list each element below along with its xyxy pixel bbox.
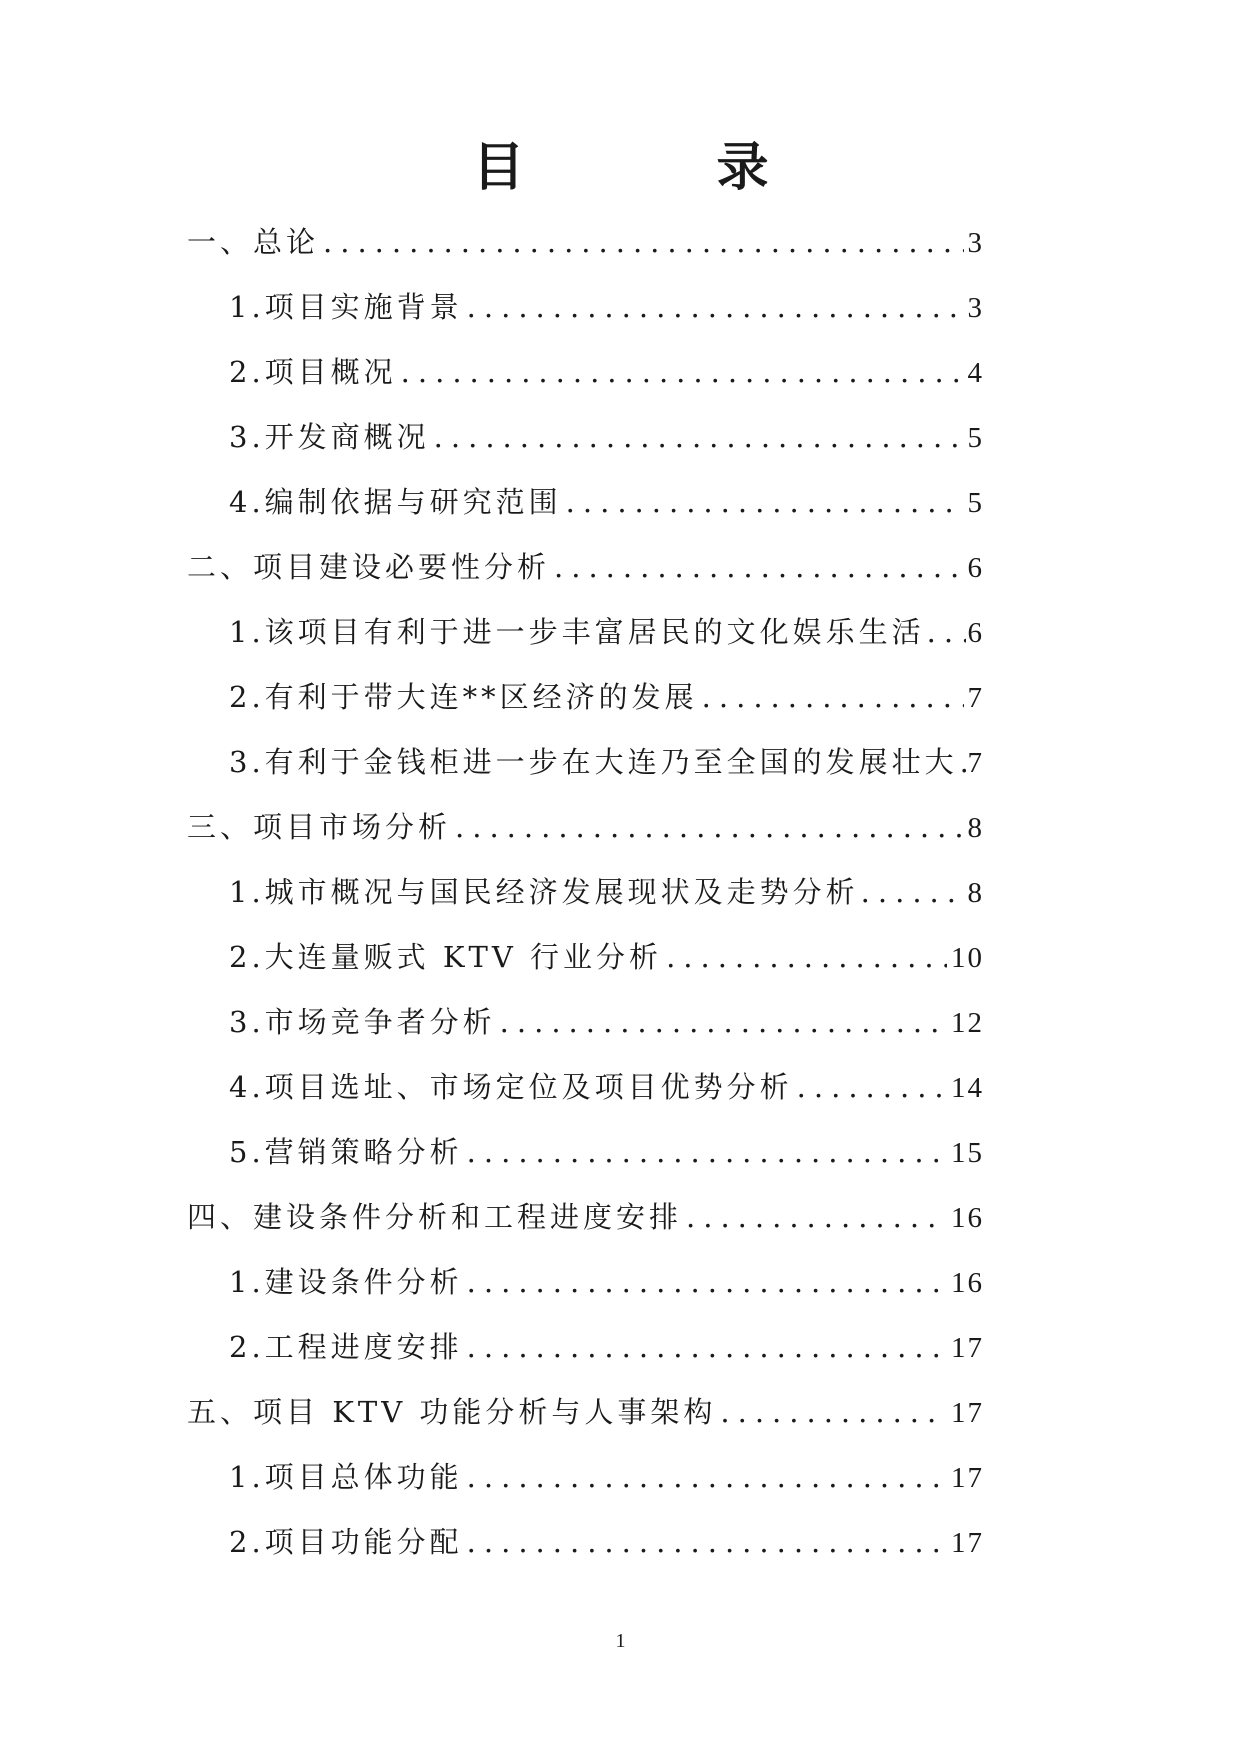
toc-entry-page: 17 [951, 1462, 984, 1494]
toc-entry[interactable] [187, 1260, 984, 1325]
dot-leader [467, 1525, 947, 1559]
toc-entry-label: 5.营销策略分析 [229, 1135, 463, 1169]
toc-entry-page: 17 [951, 1397, 984, 1429]
dot-leader [566, 485, 964, 519]
toc-entry-page: 6 [967, 552, 984, 584]
toc-entry-page: 6 [967, 617, 984, 649]
toc-entry-label: 四、建设条件分析和工程进度安排 [187, 1200, 683, 1234]
toc-entry[interactable] [187, 935, 984, 1000]
toc-entry-label: 2.有利于带大连**区经济的发展 [229, 680, 698, 714]
toc-entry[interactable] [187, 1000, 984, 1065]
dot-leader [686, 1200, 947, 1234]
dot-leader [323, 225, 963, 259]
dot-leader [500, 1005, 947, 1039]
dot-leader [797, 1070, 947, 1104]
toc-entry[interactable] [187, 480, 984, 545]
toc-entry-label: 4.编制依据与研究范围 [229, 485, 562, 519]
dot-leader [960, 745, 966, 779]
toc-entry[interactable] [187, 1325, 984, 1390]
toc-entry-label: 五、项目 KTV 功能分析与人事架构 [187, 1395, 717, 1429]
toc-entry-label: 1.项目总体功能 [229, 1460, 463, 1494]
dot-leader [467, 1460, 947, 1494]
dot-leader [861, 875, 966, 909]
toc-entry-page: 3 [967, 227, 984, 259]
toc-entry-page: 17 [951, 1527, 984, 1559]
toc-entry-label: 三、项目市场分析 [187, 810, 452, 844]
toc-entry-page: 8 [967, 877, 984, 909]
toc-entry[interactable] [187, 545, 984, 610]
dot-leader [467, 1135, 947, 1169]
dot-leader [455, 810, 963, 844]
toc-entry-label: 4.项目选址、市场定位及项目优势分析 [229, 1070, 793, 1104]
toc-entry[interactable] [187, 1455, 984, 1520]
toc-entry-page: 14 [951, 1072, 984, 1104]
table-of-contents [187, 220, 984, 1585]
toc-entry-page: 5 [967, 487, 984, 519]
dot-leader [467, 290, 964, 324]
toc-entry[interactable] [187, 350, 984, 415]
toc-entry-label: 3.开发商概况 [229, 420, 430, 454]
toc-entry-page: 16 [951, 1202, 984, 1234]
toc-entry-label: 1.建设条件分析 [229, 1265, 463, 1299]
toc-entry-page: 5 [967, 422, 984, 454]
toc-entry[interactable] [187, 1065, 984, 1130]
toc-entry[interactable] [187, 610, 984, 675]
toc-entry-label: 二、项目建设必要性分析 [187, 550, 551, 584]
toc-entry-page: 16 [951, 1267, 984, 1299]
toc-entry[interactable] [187, 1195, 984, 1260]
dot-leader [401, 355, 964, 389]
toc-entry-page: 8 [967, 812, 984, 844]
dot-leader [666, 940, 947, 974]
toc-entry-page: 12 [951, 1007, 984, 1039]
toc-entry[interactable] [187, 1390, 984, 1455]
toc-entry-label: 一、总论 [187, 225, 320, 259]
toc-entry[interactable] [187, 675, 984, 740]
toc-entry-label: 2.项目功能分配 [229, 1525, 463, 1559]
toc-entry-label: 2.项目概况 [229, 355, 397, 389]
toc-entry-label: 2.工程进度安排 [229, 1330, 463, 1364]
toc-entry[interactable] [187, 1520, 984, 1585]
toc-title: 目 录 [472, 138, 839, 198]
toc-entry-page: 17 [951, 1332, 984, 1364]
dot-leader [702, 680, 964, 714]
toc-entry[interactable] [187, 285, 984, 350]
page-number: 1 [615, 1630, 626, 1652]
toc-entry-label: 1.城市概况与国民经济发展现状及走势分析 [229, 875, 859, 909]
toc-entry-label: 2.大连量贩式 KTV 行业分析 [229, 940, 663, 974]
dot-leader [927, 615, 966, 649]
dot-leader [434, 420, 964, 454]
toc-entry[interactable] [187, 220, 984, 285]
toc-entry-page: 10 [951, 942, 984, 974]
dot-leader [467, 1265, 947, 1299]
dot-leader [554, 550, 963, 584]
toc-entry[interactable] [187, 870, 984, 935]
toc-entry-label: 3.市场竞争者分析 [229, 1005, 496, 1039]
toc-entry-page: 15 [951, 1137, 984, 1169]
toc-entry[interactable] [187, 415, 984, 480]
toc-entry-page: 4 [967, 357, 984, 389]
toc-entry-page: 3 [967, 292, 984, 324]
toc-entry[interactable] [187, 805, 984, 870]
toc-entry-label: 1.项目实施背景 [229, 290, 463, 324]
toc-entry-page: 7 [967, 682, 984, 714]
toc-entry[interactable] [187, 1130, 984, 1195]
toc-entry[interactable] [187, 740, 984, 805]
dot-leader [467, 1330, 947, 1364]
toc-entry-label: 3.有利于金钱柜进一步在大连乃至全国的发展壮大 [229, 745, 958, 779]
toc-entry-page: 7 [967, 747, 984, 779]
dot-leader [720, 1395, 947, 1429]
toc-entry-label: 1.该项目有利于进一步丰富居民的文化娱乐生活 [229, 615, 925, 649]
